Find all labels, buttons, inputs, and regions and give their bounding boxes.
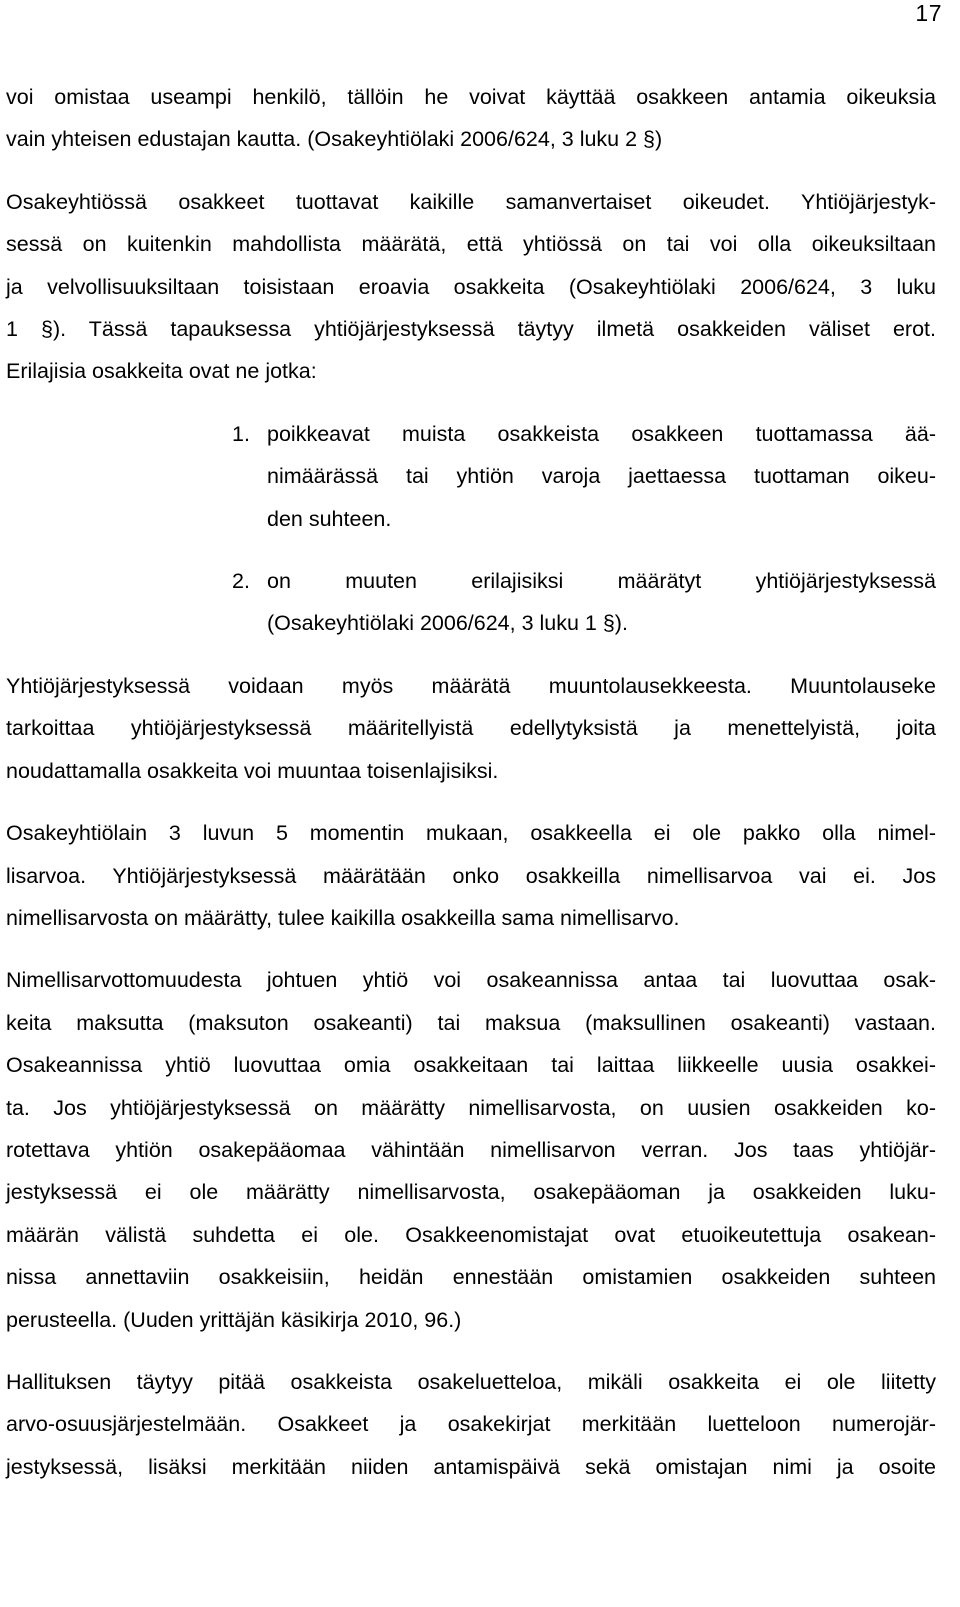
text-line: jestyksessä, lisäksi merkitään niiden antamispäivä sekä omistajan nimi ja osoite (6, 1454, 936, 1479)
text-line: Yhtiöjärjestyksessä voidaan myös määrätä muuntolausekkeesta. Muuntolauseke (6, 673, 936, 698)
text-line: määrän välistä suhdetta ei ole. Osakkeenomistajat ovat etuoikeutettuja osakean- (6, 1222, 936, 1247)
text-line: den suhteen. (267, 506, 392, 531)
text-line: perusteella. (Uuden yrittäjän käsikirja 2010, 96.) (6, 1307, 462, 1332)
text-line: ja velvollisuuksiltaan toisistaan eroavia osakkeita (Osakeyhtiölaki 2006/624, 3 luku (6, 274, 936, 299)
text-line: Hallituksen täytyy pitää osakkeista osakeluetteloa, mikäli osakkeita ei ole liitetty (6, 1369, 936, 1394)
text-line: nimäärässä tai yhtiön varoja jaettaessa tuottaman oikeu- (267, 464, 936, 489)
text-line: arvo-osuusjärjestelmään. Osakkeet ja osakekirjat merkitään luetteloon numerojär- (6, 1412, 936, 1437)
text-line: noudattamalla osakkeita voi muuntaa toisenlajisiksi. (6, 758, 499, 783)
list-item (6, 413, 936, 540)
text-line: sessä on kuitenkin mahdollista määrätä, että yhtiössä on tai voi olla oikeuksiltaan (6, 232, 936, 257)
paragraph-6 (6, 1361, 936, 1488)
numbered-list (6, 413, 936, 645)
text-line: 1 §). Tässä tapauksessa yhtiöjärjestyksessä täytyy ilmetä osakkeiden väliset erot. (6, 317, 936, 342)
paragraph-1 (6, 76, 936, 161)
text-line: Osakeannissa yhtiö luovuttaa omia osakkeitaan tai laittaa liikkeelle uusia osakkei- (6, 1053, 936, 1078)
list-item-text (267, 560, 936, 645)
text-line: Erilajisia osakkeita ovat ne jotka: (6, 359, 317, 384)
list-marker: 1. (232, 421, 250, 446)
text-line: nissa annettaviin osakkeisiin, heidän ennestään omistamien osakkeiden suhteen (6, 1265, 936, 1290)
text-line: voi omistaa useampi henkilö, tällöin he voivat käyttää osakkeen antamia oikeuksia (6, 85, 936, 109)
text-line: rotettava yhtiön osakepääomaa vähintään nimellisarvon verran. Jos taas yhtiöjär- (6, 1137, 936, 1162)
paragraph-5 (6, 959, 936, 1341)
paragraph-2 (6, 181, 936, 393)
text-line: nimellisarvosta on määrätty, tulee kaikilla osakkeilla sama nimellisarvo. (6, 905, 680, 930)
text-line: on muuten erilajisiksi määrätyt yhtiöjärjestyksessä (267, 569, 936, 594)
text-line: ta. Jos yhtiöjärjestyksessä on määrätty nimellisarvosta, on uusien osakkeiden ko- (6, 1095, 936, 1120)
text-line: Osakeyhtiölain 3 luvun 5 momentin mukaan, osakkeella ei ole pakko olla nimel- (6, 821, 936, 846)
paragraph-4 (6, 812, 936, 939)
text-line: poikkeavat muista osakkeista osakkeen tuottamassa ää- (267, 421, 936, 446)
text-line: jestyksessä ei ole määrätty nimellisarvosta, osakepääoman ja osakkeiden luku- (6, 1180, 936, 1205)
page-number: 17 (915, 0, 942, 26)
text-line: lisarvoa. Yhtiöjärjestyksessä määrätään onko osakkeilla nimellisarvoa vai ei. Jos (6, 863, 936, 888)
text-line: Nimellisarvottomuudesta johtuen yhtiö voi osakeannissa antaa tai luovuttaa osak- (6, 968, 936, 993)
list-item-text (267, 413, 936, 540)
text-line: (Osakeyhtiölaki 2006/624, 3 luku 1 §). (267, 611, 628, 636)
paragraph-3 (6, 665, 936, 792)
text-line: Osakeyhtiössä osakkeet tuottavat kaikille samanvertaiset oikeudet. Yhtiöjärjestyk- (6, 189, 936, 214)
list-marker: 2. (232, 569, 250, 594)
text-line: tarkoittaa yhtiöjärjestyksessä määritellyistä edellytyksistä ja menettelyistä, joita (6, 716, 936, 741)
list-item (6, 560, 936, 645)
text-line: vain yhteisen edustajan kautta. (Osakeyhtiölaki 2006/624, 3 luku 2 §) (6, 127, 663, 152)
text-line: keita maksutta (maksuton osakeanti) tai maksua (maksullinen osakeanti) vastaan. (6, 1010, 936, 1035)
document-body (6, 76, 936, 1508)
